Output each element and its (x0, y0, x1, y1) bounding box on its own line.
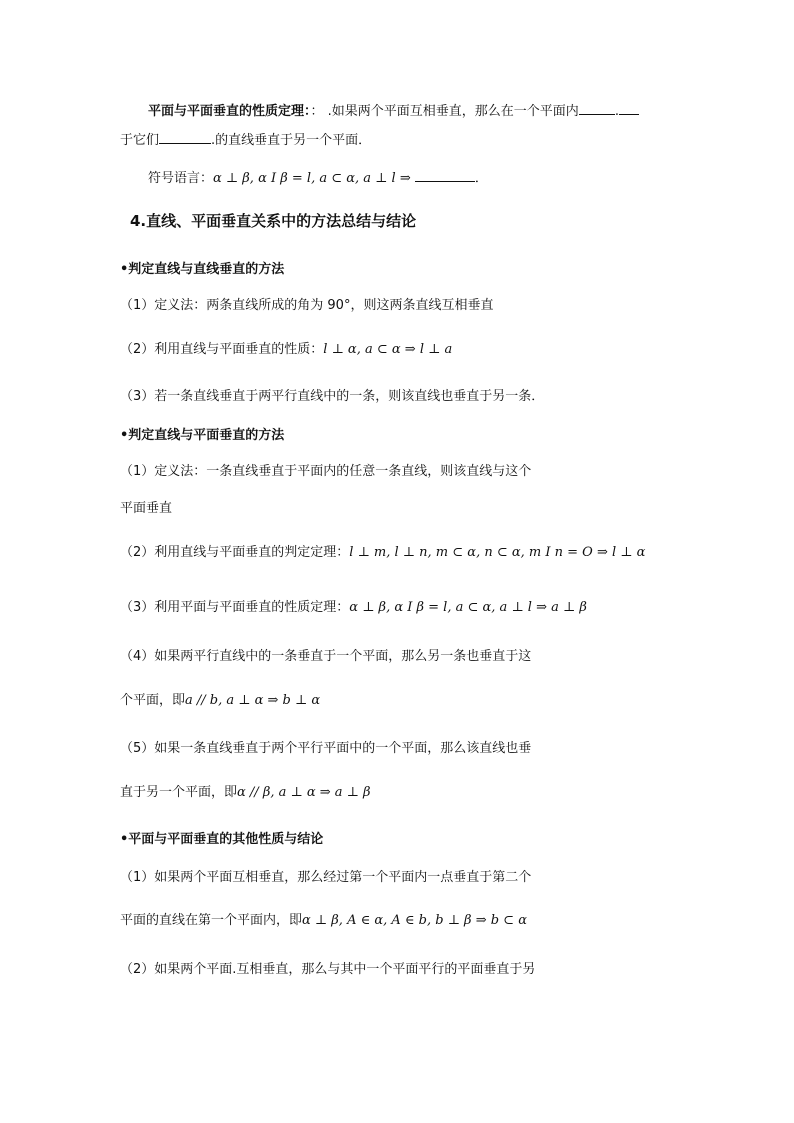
groupB-item2-text: （2）利用直线与平面垂直的判定定理： (120, 545, 350, 560)
groupB-item4b-text: 个平面，即 (120, 693, 186, 708)
theorem-line-1: 平面与平面垂直的性质定理：： .如果两个平面互相垂直，那么在一个平面内 . (148, 101, 639, 121)
blank-3 (159, 130, 211, 144)
symbol-line (148, 168, 488, 188)
theorem-colon: ： (310, 104, 324, 119)
groupB-item1b: 平面垂直 (120, 501, 173, 516)
symbol-label: 符号语言： (148, 171, 214, 186)
groupB-item2 (120, 544, 645, 562)
groupB-item5a: （5）如果一条直线垂直于两个平行平面中的一个平面，那么该直线也垂 (120, 741, 532, 756)
groupB-item5b (120, 784, 371, 802)
theorem-text-2b: 的直线垂直于另一个平面． (215, 133, 372, 148)
groupC-item1b (120, 912, 527, 930)
groupB-item5b-text: 直于另一个平面，即 (120, 785, 238, 800)
groupB-item5b-expr: α // β, a ⊥ α ⇒ a ⊥ β (237, 785, 371, 800)
groupB-item3-text: （3）利用平面与平面垂直的性质定理： (120, 600, 350, 615)
theorem-text-2a: 于它们 (120, 133, 160, 148)
groupC-item1a: （1）如果两个平面互相垂直，那么经过第一个平面内一点垂直于第二个 (120, 870, 532, 885)
section4-title: 4.直线、平面垂直关系中的方法总结与结论 (130, 212, 417, 230)
groupA-item2-expr: l ⊥ α, a ⊂ α ⇒ l ⊥ a (323, 342, 453, 357)
symbol-expr: α ⊥ β, α I β = l, a ⊂ α, a ⊥ l ⇒ (213, 171, 411, 186)
groupB-heading: •判定直线与平面垂直的方法 (120, 428, 285, 443)
symbol-end: ． (474, 171, 488, 186)
groupC-item1b-expr: α ⊥ β, A ∈ α, A ∈ b, b ⊥ β ⇒ b ⊂ α (302, 913, 527, 928)
groupA-heading: •判定直线与直线垂直的方法 (120, 262, 285, 277)
groupC-item1b-text: 平面的直线在第一个平面内，即 (120, 913, 303, 928)
groupB-item4b-expr: a // b, a ⊥ α ⇒ b ⊥ α (185, 693, 321, 708)
groupB-item2-expr: l ⊥ m, l ⊥ n, m ⊂ α, n ⊂ α, m I n = O ⇒ l ⊥ α (349, 545, 646, 560)
blank-2 (619, 101, 639, 115)
groupA-item2 (120, 341, 452, 359)
groupB-item4b (120, 692, 320, 710)
groupC-item2: （2）如果两个平面.互相垂直，那么与其中一个平面平行的平面垂直于另 (120, 962, 536, 977)
blank-1 (579, 101, 615, 115)
theorem-text-1: 如果两个平面互相垂直，那么在一个平面内 (331, 104, 579, 119)
theorem-line-2: 于它们 .的直线垂直于另一个平面． (120, 130, 371, 150)
groupA-item2-text: （2）利用直线与平面垂直的性质： (120, 342, 324, 357)
groupA-item1: （1）定义法：两条直线所成的角为 90°，则这两条直线互相垂直 (120, 298, 494, 313)
blank-4 (415, 168, 475, 182)
groupB-item4a: （4）如果两平行直线中的一条垂直于一个平面，那么另一条也垂直于这 (120, 649, 532, 664)
groupB-item1a: （1）定义法：一条直线垂直于平面内的任意一条直线，则该直线与这个 (120, 464, 532, 479)
groupB-item3 (120, 599, 587, 617)
theorem-title: 平面与平面垂直的性质定理： (148, 104, 311, 119)
groupC-heading: •平面与平面垂直的其他性质与结论 (120, 832, 324, 847)
groupB-item3-expr: α ⊥ β, α I β = l, a ⊂ α, a ⊥ l ⇒ a ⊥ β (349, 600, 587, 615)
groupA-item3: （3）若一条直线垂直于两平行直线中的一条，则该直线也垂直于另一条． (120, 389, 545, 404)
